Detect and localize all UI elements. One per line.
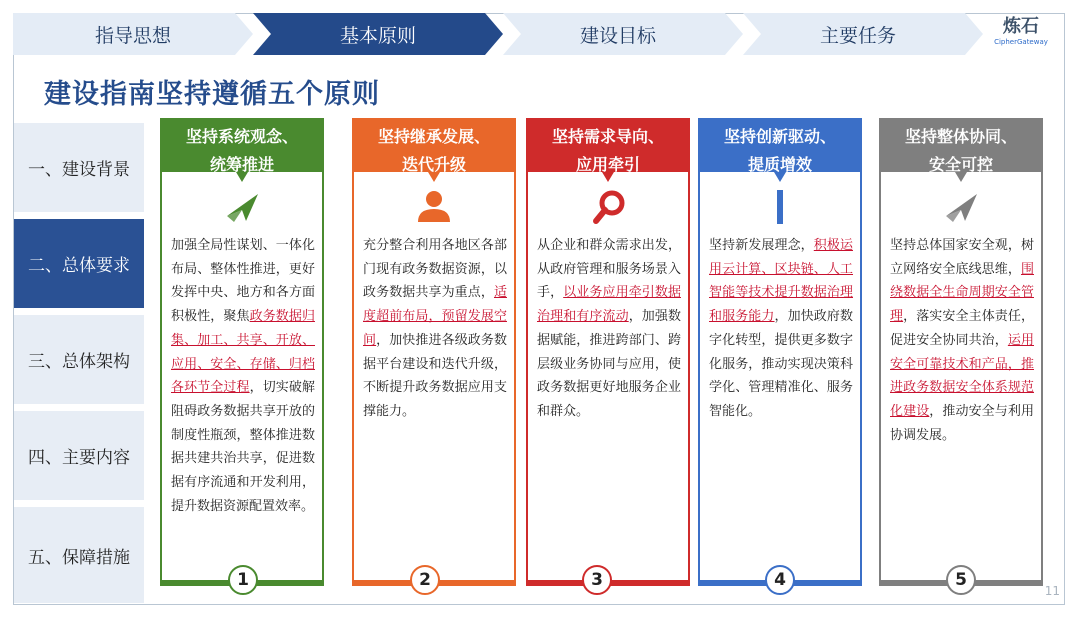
card-title-line1: 坚持系统观念、 [185,127,298,146]
principle-card-4 [698,118,862,582]
body-text: ，推动安全与利用协调发展。 [890,403,1034,443]
card-title-line1: 坚持需求导向、 [551,127,664,146]
sidebar-item-content[interactable] [14,411,144,503]
highlighted-text: 围绕数据全生命周期安全管理 [890,261,1034,325]
bar-icon [700,188,860,226]
highlighted-text: 政务数据归集、加工、共享、开放、应用、安全、存储、归档各环节全过程 [171,309,315,396]
card-title-line2: 统筹推进 [209,155,274,174]
principle-card-1 [160,118,324,582]
card-header [160,118,324,182]
send-icon [162,188,322,226]
top-navigation [13,13,1065,55]
number-badge-3 [582,565,612,595]
nav-tab-label: 指导思想 [94,24,171,47]
card-body [363,234,507,424]
logo-cn: 炼石 [1003,16,1039,37]
body-text: 坚持新发展理念， [709,238,814,253]
card-title-line2: 迭代升级 [401,155,466,174]
sidebar-item-safeguards[interactable] [14,507,144,603]
principle-card-2 [352,118,516,582]
body-text: ，加强数据赋能，推进跨部门、跨层级业务协同与应用，使政务数据更好地服务企业和群众。 [537,309,681,419]
card-header [879,118,1043,182]
nav-tab-label: 建设目标 [579,24,656,47]
card-title-line1: 坚持继承发展、 [377,127,490,146]
card-body [709,234,853,424]
card-title-line2: 应用牵引 [575,155,640,174]
principle-card-5 [879,118,1043,582]
card-body [890,234,1034,447]
sidebar-item-background[interactable] [14,123,144,215]
nav-tab-label: 主要任务 [819,24,896,47]
highlighted-text: 适度超前布局，预留发展空间 [363,285,507,348]
badge-number: 5 [955,570,967,590]
nav-tab-1[interactable] [13,13,253,55]
nav-tab-4[interactable] [733,13,983,55]
highlighted-text: 以业务应用牵引数据治理和有序流动 [537,285,681,325]
badge-number: 3 [591,570,603,590]
sidebar-item-label: 三、总体架构 [28,352,130,372]
body-text: 加强全局性谋划、一体化布局、整体性推进，更好发挥中央、地方和各方面积极性，聚焦 [171,238,315,325]
sidebar-item-architecture[interactable] [14,315,144,407]
sidebar-item-label: 五、保障措施 [28,547,130,568]
logo-en: CipherGateway [994,38,1048,46]
user-icon [354,188,514,226]
search-icon [528,188,688,226]
card-header [526,118,690,182]
body-text: 充分整合利用各地区各部门现有政务数据资源，以政务数据共享为重点， [363,238,507,301]
number-badge-4 [765,565,795,595]
card-body [171,234,315,518]
body-text: 坚持总体国家安全观，树立网络安全底线思维， [890,238,1034,277]
badge-number: 4 [774,570,786,590]
card-title-line2: 提质增效 [747,155,812,174]
page-number: 11 [1044,584,1060,598]
badge-number: 2 [419,570,431,590]
highlighted-text: 积极运用云计算、区块链、人工智能等技术提升数据治理和服务能力 [709,238,853,325]
principle-card-3 [526,118,690,582]
highlighted-text: 运用安全可靠技术和产品，推进政务数据安全体系规范化建设 [890,332,1034,419]
card-title-line1: 坚持整体协同、 [904,127,1017,146]
number-badge-5 [946,565,976,595]
card-title-line1: 坚持创新驱动、 [723,127,836,146]
body-text: ，加快推进各级政务数据平台建设和迭代升级，不断提升政务数据应用支撑能力。 [363,332,507,419]
nav-tab-3[interactable] [493,13,743,55]
body-text: 从企业和群众需求出发，从政府管理和服务场景入手， [537,238,681,301]
body-text: ，落实安全主体责任，促进安全协同共治， [890,309,1034,348]
body-text: ，切实破解阻碍政务数据共享开放的制度性瓶颈，整体推进数据共建共治共享，促进数据有序流通和开发利用，提升数据资源配置效率。 [171,380,315,514]
send-icon [881,188,1041,226]
sidebar-item-label: 一、建设背景 [28,160,130,180]
card-title-line2: 安全可控 [928,155,993,174]
sidebar-item-label: 二、总体要求 [28,256,130,276]
sidebar [14,123,144,604]
page-title: 建设指南坚持遵循五个原则 [44,79,380,110]
sidebar-item-requirements[interactable] [14,219,144,311]
brand-logo [985,16,1057,56]
card-body [537,234,681,424]
badge-number: 1 [237,570,249,590]
body-text: ，加快政府数字化转型，提供更多数字化服务，推动实现决策科学化、管理精准化、服务智能化。 [709,309,853,419]
sidebar-item-label: 四、主要内容 [28,448,130,468]
nav-tab-label: 基本原则 [339,24,416,47]
nav-tab-2[interactable] [253,13,503,55]
card-header [698,118,862,182]
card-header [352,118,516,182]
number-badge-1 [228,565,258,595]
number-badge-2 [410,565,440,595]
